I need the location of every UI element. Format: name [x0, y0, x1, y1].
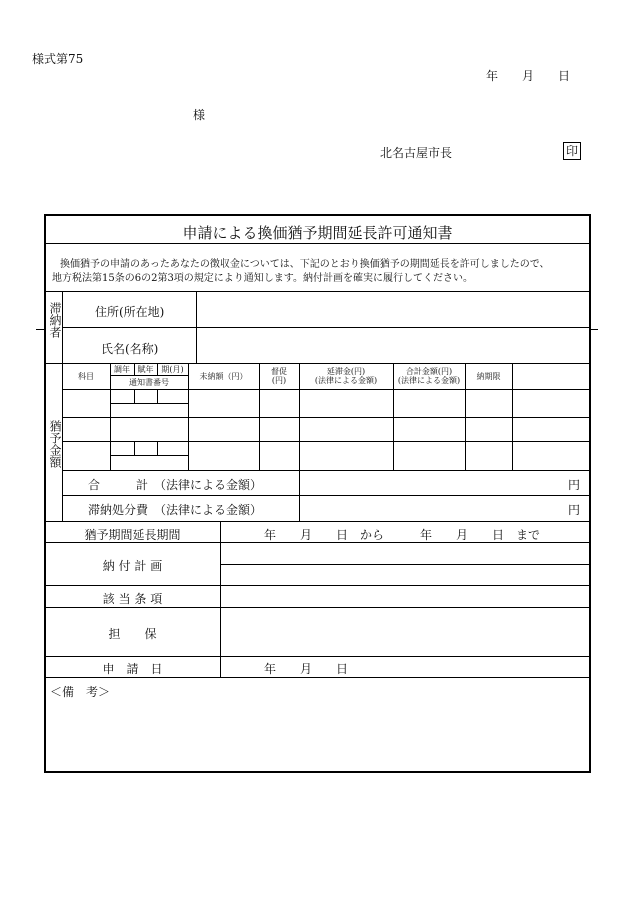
- col-reminder-unit: (円): [271, 376, 287, 385]
- seal-box: 印: [563, 142, 581, 160]
- deferral-amount-label: 猶予金額: [48, 420, 62, 468]
- document-title: 申請による換価猶予期間延長許可通知書: [182, 224, 453, 242]
- applicable-clause-label: 該 当 条 項: [102, 592, 163, 606]
- col-period: 期(月): [161, 365, 184, 374]
- col-reminder: 督促: [271, 367, 287, 376]
- col-total: 合計金額(円): [405, 367, 453, 376]
- application-date-value: 年 月 日: [264, 662, 349, 676]
- col-late-fee-sub: (法律による金額): [314, 376, 378, 385]
- security-label: 担 保: [108, 627, 157, 641]
- address-field[interactable]: [198, 293, 588, 325]
- name-field[interactable]: [198, 329, 588, 361]
- col-notice-number: 通知書番号: [129, 378, 169, 387]
- period-label: 猶予期間延長期間: [84, 528, 181, 542]
- intro-line-1: 換価猶予の申請のあったあなたの徴収金については、下記のとおり換価猶予の期間延長を許可しましたので、: [60, 259, 550, 270]
- form-number: 様式第75: [32, 52, 84, 66]
- fee-unit: 円: [568, 503, 581, 517]
- intro-line-2: 地方税法第15条の6の2第3項の規定により通知します。納付計画を確実に履行してください。: [52, 273, 474, 284]
- payment-plan-label: 納 付 計 画: [102, 559, 163, 573]
- sum-label: 合 計 （法律による金額）: [88, 478, 263, 492]
- remarks-label: ＜備 考＞: [50, 685, 111, 699]
- col-late-fee: 延滞金(円): [326, 367, 366, 376]
- address-label: 住所(所在地): [95, 305, 165, 319]
- recipient-suffix: 様: [193, 108, 206, 122]
- date-line: 年 月 日: [486, 69, 571, 83]
- col-tax-year: 調年: [114, 365, 130, 374]
- period-value: 年 月 日 から 年 月 日 まで: [264, 528, 541, 542]
- col-total-sub: (法律による金額): [397, 376, 461, 385]
- name-label: 氏名(名称): [101, 342, 159, 356]
- application-date-label: 申 請 日: [102, 662, 163, 676]
- issuer-name: 北名古屋市長: [380, 146, 453, 160]
- col-unpaid: 未納額（円）: [199, 372, 248, 381]
- delinquent-label: 滞納者: [48, 302, 62, 338]
- col-subject: 科目: [78, 372, 94, 381]
- col-deadline: 納期限: [476, 372, 501, 381]
- sum-unit: 円: [568, 478, 581, 492]
- fee-label: 滞納処分費 （法律による金額）: [88, 503, 263, 517]
- col-assess-year: 賦年: [137, 365, 154, 374]
